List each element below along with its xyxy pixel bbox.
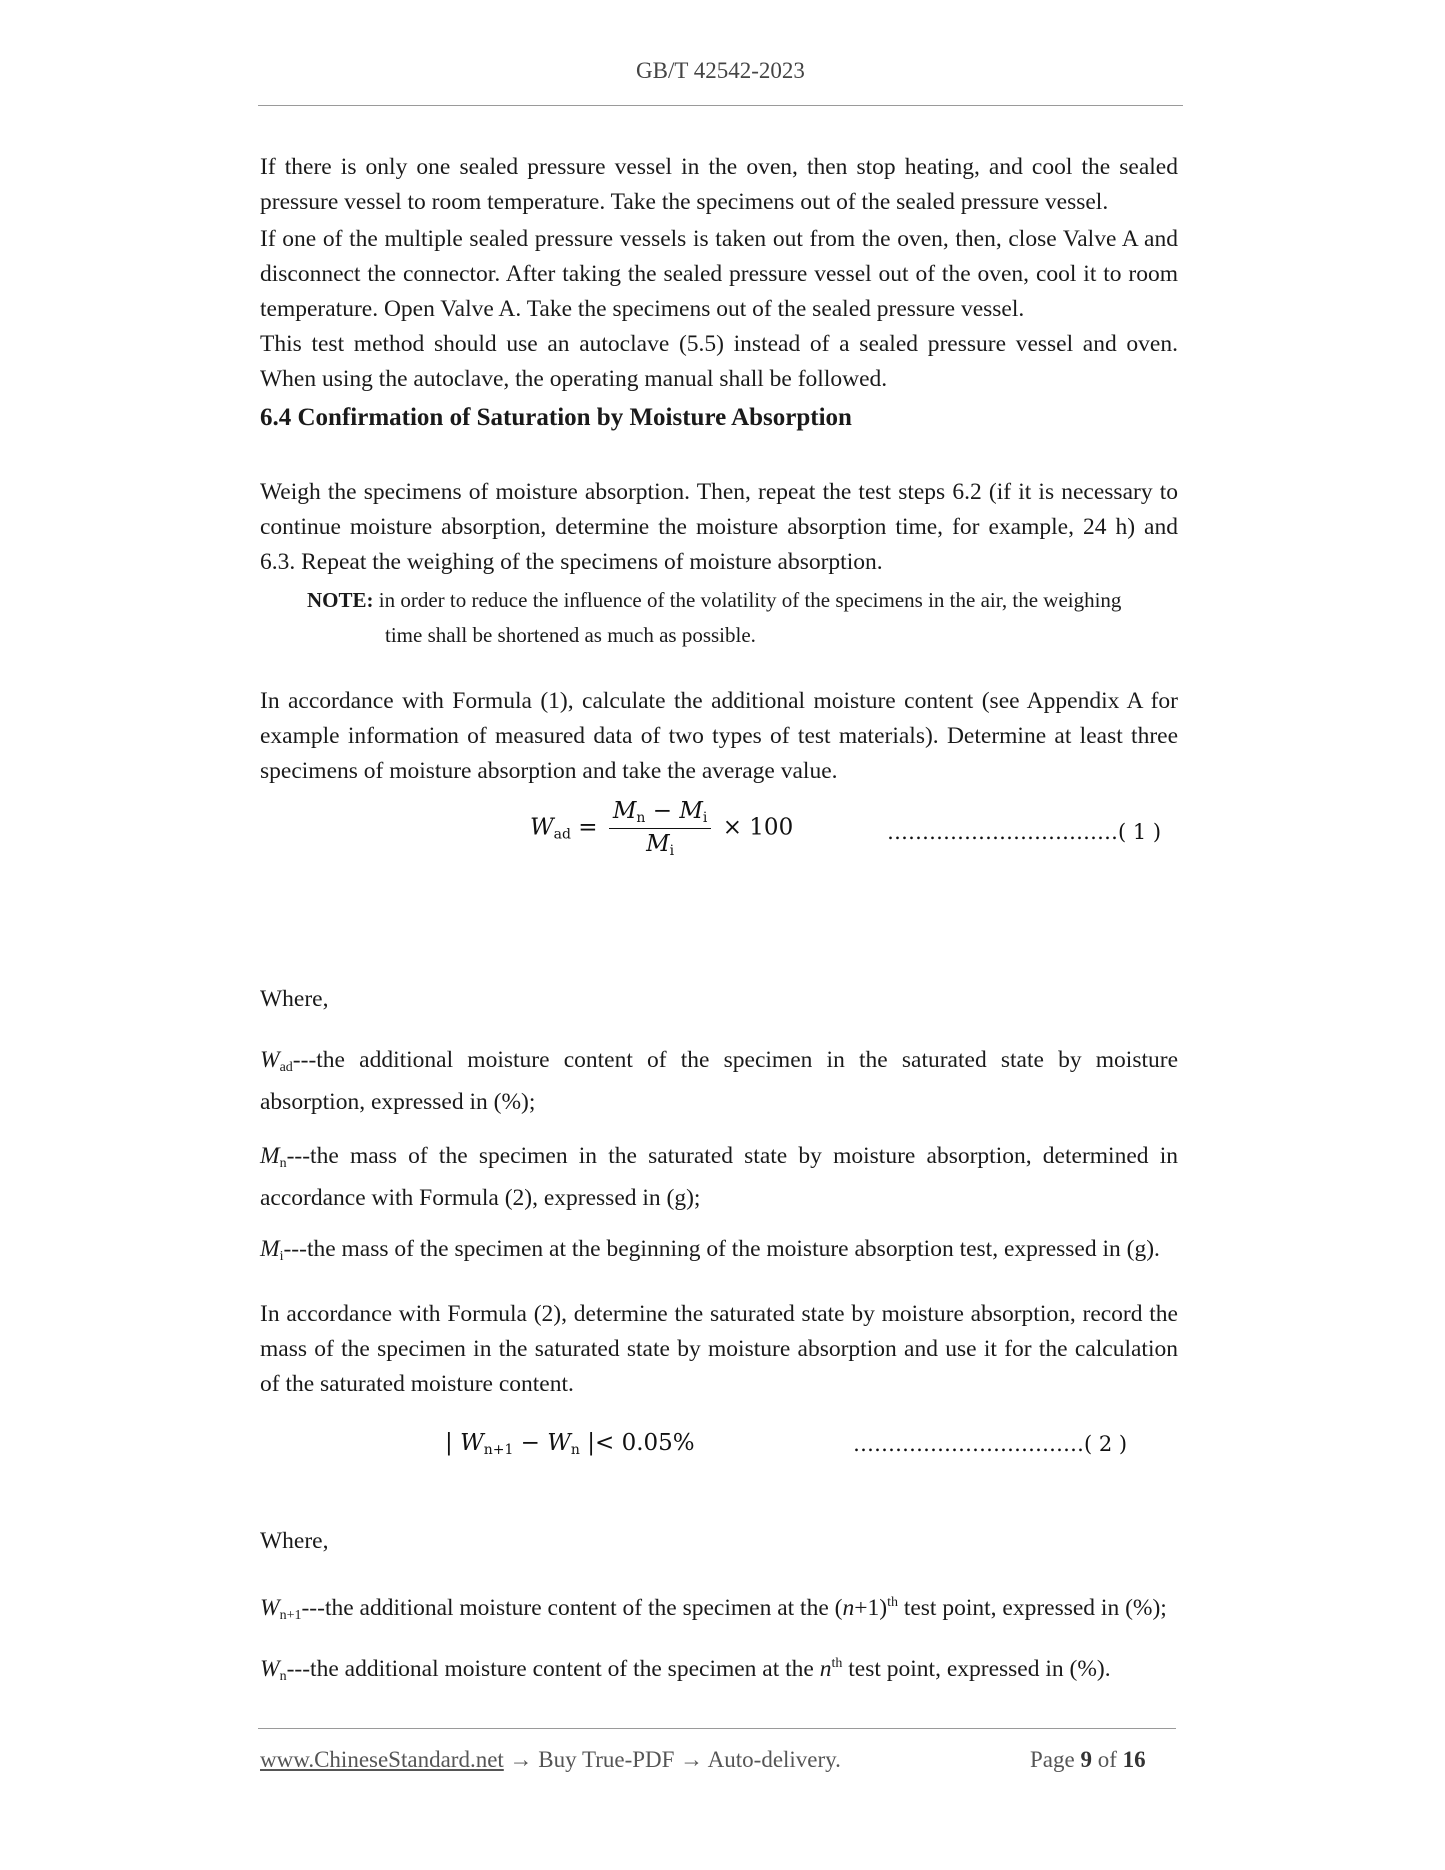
formula-1-number: ( 1 ) (1118, 820, 1162, 844)
formula-2-var-b: W (547, 1430, 571, 1456)
paragraph-formula-1-intro: In accordance with Formula (1), calculate the additional moisture content (see Appendix A for example information of measured data of two types of test materials). Determine at least three specimens of moisture absorption and take the average value. (260, 688, 1178, 784)
definition-m-i-text: ---the mass of the specimen at the beginning of the moisture absorption test, expressed in (g). (283, 1236, 1160, 1262)
formula-1 (530, 798, 793, 859)
definition-w-ad (260, 1043, 1178, 1120)
definition-m-n (260, 1139, 1178, 1216)
definition-m-i-var: M (260, 1236, 280, 1262)
formula-1-num-var-b: M (679, 798, 703, 824)
footer-promo-tail: → Buy True-PDF → Auto-delivery. (503, 1747, 841, 1772)
where-label-1: Where, (260, 986, 329, 1012)
section-heading-6-4: 6.4 Confirmation of Saturation by Moisture Absorption (260, 404, 852, 431)
where-label-2: Where, (260, 1528, 329, 1554)
footer-site-link[interactable]: www.ChineseStandard.net (260, 1747, 504, 1772)
definition-w-n-plus-1-sub: n+1 (279, 1608, 302, 1623)
formula-2-var-a-sub: n+1 (483, 1442, 514, 1458)
note-block (307, 583, 1177, 653)
formula-1-minus: − (652, 798, 673, 824)
formula-1-equals: = (578, 814, 598, 841)
formula-1-num-sub-a: n (636, 810, 646, 826)
definition-w-n-plus-1-text-a: ---the additional moisture content of the specimen at the ( (301, 1595, 843, 1621)
note-line-2: time shall be shortened as much as possible. (385, 623, 756, 647)
page-number: 9 (1080, 1747, 1092, 1772)
definition-w-n-plus-1 (260, 1585, 1178, 1633)
formula-1-den-sub: i (669, 843, 675, 859)
definition-m-i-sub: i (279, 1249, 284, 1264)
note-line-1: in order to reduce the influence of the volatility of the specimens in the air, the weighing (378, 588, 1122, 612)
formula-1-times-100: × 100 (722, 814, 794, 841)
header-divider (258, 105, 1183, 106)
formula-2-minus: − (520, 1430, 540, 1456)
page-indicator (1030, 1747, 1146, 1773)
formula-1-fraction (609, 798, 712, 859)
formula-1-lhs-var: W (530, 814, 554, 841)
definition-w-ad-sub: ad (279, 1060, 293, 1075)
paragraph-single-vessel: If there is only one sealed pressure vessel in the oven, then stop heating, and cool the sealed pressure vessel to room temperature. Take the specimens out of the sealed pressure vessel. (260, 154, 1178, 215)
definition-w-n-plus-1-n: n (842, 1595, 855, 1621)
definition-w-ad-var: W (260, 1047, 280, 1073)
formula-1-lhs-sub: ad (553, 826, 571, 843)
definition-w-n-plus-1-text-c: test point, expressed in (%); (897, 1595, 1167, 1621)
definition-m-n-text: ---the mass of the specimen in the saturated state by moisture absorption, determined in accordance with Formula (2), expressed in (g); (260, 1143, 1178, 1211)
page-of-label: of (1097, 1747, 1117, 1772)
formula-2-bar-open: | (445, 1430, 453, 1456)
formula-2-bar-close: | (587, 1430, 595, 1456)
document-id-header: GB/T 42542-2023 (636, 58, 805, 83)
formula-1-leader-number (887, 820, 1161, 844)
page-label: Page (1030, 1747, 1075, 1772)
definition-w-n-text-b: test point, expressed in (%). (842, 1656, 1111, 1682)
formula-1-leader: …………………………… (887, 820, 1118, 844)
definition-w-n-n: n (819, 1656, 832, 1682)
definition-w-n (260, 1646, 1178, 1694)
formula-2 (445, 1430, 695, 1458)
paragraph-multiple-vessels: If one of the multiple sealed pressure vessels is taken out from the oven, then, close Valve A and disconnect the connector. After taking the sealed pressure vessel out of the oven, cool it to room temperature. Open Valve A. Take the specimens out of the sealed pressure vessel. (260, 226, 1178, 322)
formula-2-leader-number (853, 1432, 1127, 1456)
definition-w-n-sub: n (279, 1669, 287, 1684)
definition-w-n-plus-1-sup: th (887, 1595, 898, 1610)
definition-w-n-var: W (260, 1656, 280, 1682)
formula-2-number: ( 2 ) (1084, 1432, 1128, 1456)
definition-w-n-text-a: ---the additional moisture content of the specimen at the (286, 1656, 820, 1682)
definition-w-n-plus-1-var: W (260, 1595, 280, 1621)
definition-w-n-sup: th (831, 1656, 843, 1671)
formula-2-leader: …………………………… (853, 1432, 1084, 1456)
page-total: 16 (1122, 1747, 1146, 1772)
definition-w-n-plus-1-text-b: +1) (854, 1595, 888, 1621)
formula-1-denominator (609, 829, 712, 859)
formula-1-numerator (609, 798, 712, 829)
formula-1-num-sub-b: i (702, 810, 708, 826)
paragraph-weigh-specimens: Weigh the specimens of moisture absorption. Then, repeat the test steps 6.2 (if it is necessary to continue moisture absorption, determine the moisture absorption time, for example, 24 h) and 6.3. Repeat the weighing of the specimens of moisture absorption. (260, 479, 1178, 575)
formula-1-den-var: M (646, 831, 670, 857)
definition-m-n-sub: n (279, 1156, 287, 1171)
footer-divider (258, 1728, 1176, 1729)
formula-2-rhs: < 0.05% (595, 1430, 695, 1456)
formula-1-num-var-a: M (612, 798, 637, 824)
formula-2-var-a: W (460, 1430, 484, 1456)
paragraph-formula-2-intro: In accordance with Formula (2), determine the saturated state by moisture absorption, record the mass of the specimen in the saturated state by moisture absorption and use it for the calculation of the saturated moisture content. (260, 1301, 1178, 1397)
formula-2-var-b-sub: n (570, 1442, 580, 1458)
note-label: NOTE: (307, 588, 374, 612)
paragraph-autoclave: This test method should use an autoclave (5.5) instead of a sealed pressure vessel and oven. When using the autoclave, the operating manual shall be followed. (260, 331, 1178, 392)
definition-w-ad-text: ---the additional moisture content of the specimen in the saturated state by moisture absorption, expressed in (%); (260, 1047, 1178, 1115)
definition-m-i (260, 1232, 1178, 1274)
footer-promo (260, 1747, 841, 1773)
definition-m-n-var: M (260, 1143, 280, 1169)
